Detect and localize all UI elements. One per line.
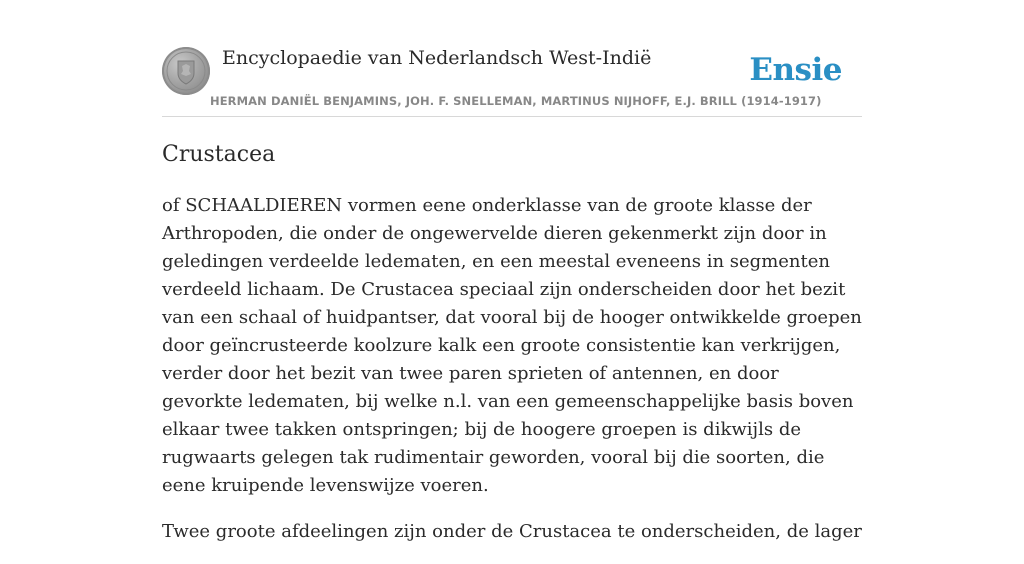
article-title: Crustacea [162,142,276,167]
authors-line: HERMAN DANIËL BENJAMINS, JOH. F. SNELLEMAN, MARTINUS NIJHOFF, E.J. BRILL (1914-1917) [210,94,822,108]
article-paragraph: Twee groote afdeelingen zijn onder de Crustacea te onderscheiden, de lager [162,521,862,542]
article-body [162,192,862,564]
article-paragraph: of SCHAALDIEREN vormen eene onderklasse van de groote klasse der Arthropoden, die onder de ongewervelde dieren gekenmerkt zijn door in geledingen verdeelde ledematen, en een meestal eveneens in segmenten verdeeld lichaam. De Crustacea speciaal zijn onderscheiden door het bezit van een schaal of huidpantser, dat vooral bij de hooger ontwikkelde groepen door geïncrusteerde koolzure kalk een groote consistentie kan verkrijgen, verder door het bezit van twee paren sprieten of antennen, en door gevorkte ledematen, bij welke n.l. van een gemeenschappelijke basis boven elkaar twee takken ontspringen; bij de hoogere groepen is dikwijls de rugwaarts gelegen tak rudimentair geworden, vooral bij die soorten, die eene kruipende levenswijze voeren. [162,195,862,496]
ensie-logo[interactable]: Ensie [749,52,842,88]
site-header [162,44,862,117]
coat-of-arms-coin-icon [162,47,210,95]
publication-title[interactable]: Encyclopaedie van Nederlandsch West-Indië [222,47,652,69]
